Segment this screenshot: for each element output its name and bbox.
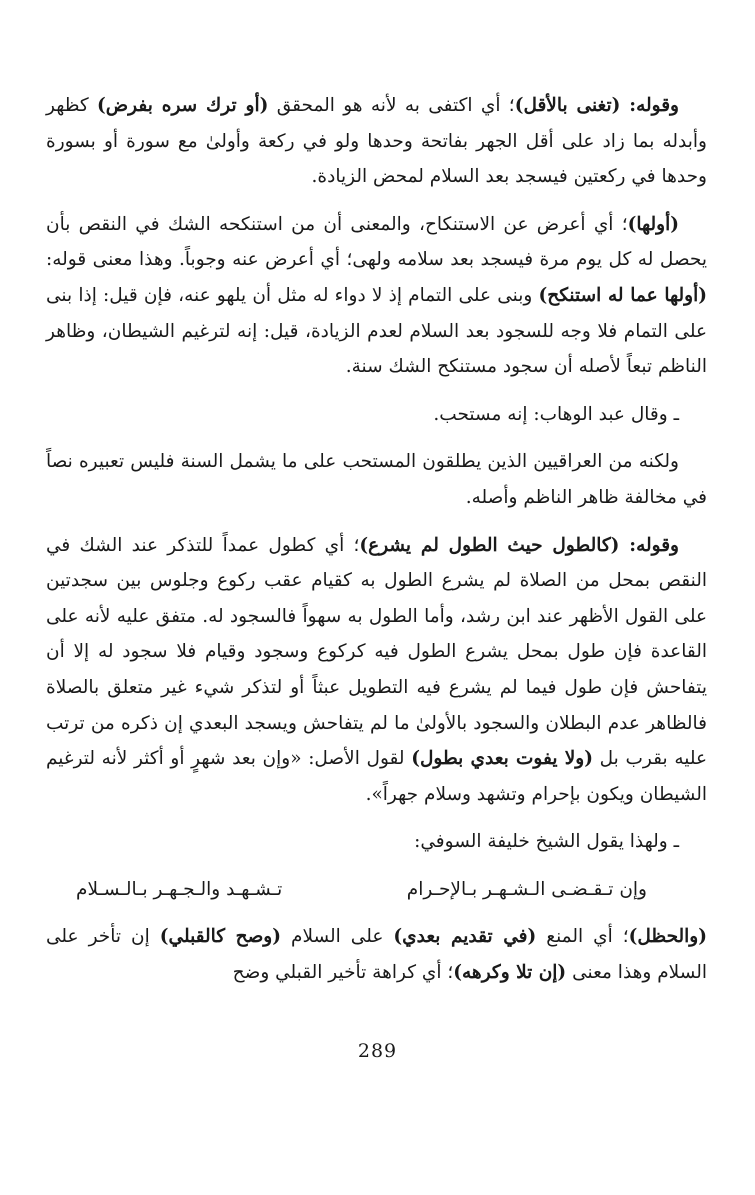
text-run: إن تأخر على السلام وهذا معنى [46, 926, 707, 984]
bold-quote: (كالطول حيث الطول لم يشرع) [359, 534, 620, 556]
text-run: ؛ أي أعرض عن الاستنكاح، والمعنى أن من استنكحه الشك في النقص بأن يحصل له كل يوم مرة فيسجد بعد سلامه ولهى؛ أي أعرض عنه وجوباً. وهذا معنى قوله: [46, 213, 707, 271]
bold-quote: (إن تلا وكرهه) [453, 962, 567, 984]
text-run: ؛ أي كراهة تأخير القبلي وضح [232, 962, 454, 984]
text-run: كظهر وأبدله بما زاد على أقل الجهر بفاتحة وحدها ولو في ركعة وأولىٰ مع سورة أو بسورة وحدها في ركعتين فيسجد بعد السلام لمحض الزيادة. [46, 95, 707, 188]
text-run: ؛ أي المنع [536, 926, 629, 948]
bold-quote: (أولها) [627, 213, 679, 235]
paragraph [46, 919, 707, 990]
paragraph [46, 207, 707, 385]
bold-quote: (والحظل) [628, 926, 707, 948]
paragraph [46, 444, 707, 515]
poem-verse [46, 872, 707, 908]
text-run: ـ وقال عبد الوهاب: إنه مستحب. [433, 403, 679, 425]
text-run: وبنى على التمام إذ لا دواء له مثل أن يلهو عنه، فإن قيل: إذا بنى على التمام فلا وجه للسجود بعد السلام لعدم الزيادة، قيل: إنه لترغيم الشيطان، وظاهر الناظم تبعاً لأصله أن سجود مستنكح الشك سنة. [46, 284, 707, 378]
text-run: ؛ أي كطول عمداً للتذكر عند الشك في النقص بمحل من الصلاة لم يشرع الطول به كقيام عقب ركوع وجلوس بين سجدتين على القول الأظهر عند ابن رشد، وأما الطول به سهواً فالسجود له. متفق عليه لأنه على القاعدة فإن طول بمحل يشرع الطول فيه كركوع وسجود وقيام فلا سجود له إلا أن يتفاحش فإن طول فيما لم يشرع فيه التطويل عبثاً أو لتذكر شيء غير متعلق بالصلاة فالظاهر عدم البطلان والسجود بالأولىٰ ما لم يتفاحش ويسجد البعدي إن ذكره من ترتب عليه بقرب بل [46, 534, 707, 770]
page-content [46, 88, 707, 991]
paragraph [46, 88, 707, 195]
text-run: ـ ولهذا يقول الشيخ خليفة السوفي: [414, 831, 679, 853]
bold-quote: (تغنى بالأقل) [514, 95, 621, 116]
paragraph [46, 397, 707, 433]
text-run: لقول الأصل: «وإن بعد شهرٍ أو أكثر لأنه لترغيم الشيطان ويكون بإحرام وتشهد وسلام جهراً». [46, 748, 707, 805]
page-number: 289 [357, 1040, 398, 1062]
bold-quote: (أو ترك سره بفرض) [97, 95, 269, 116]
text-run: ولكنه من العراقيين الذين يطلقون المستحب على ما يشمل السنة فليس تعبيره نصاً في مخالفة ظاهر الناظم وأصله. [46, 451, 707, 508]
bold-quote: (ولا يفوت بعدي بطول) [411, 748, 593, 770]
bold-quote: (في تقديم بعدي) [393, 926, 537, 948]
bold-quote: (وصح كالقبلي) [159, 926, 281, 948]
poem-hemistich-right: وإن تـقـضـى الـشـهـر بـالإحـرام [406, 878, 647, 900]
paragraph [46, 528, 707, 813]
paragraph [46, 824, 707, 860]
bold-quote: (أولها عما له استنكح) [538, 284, 707, 306]
text-run: على السلام [281, 926, 394, 948]
bold-quote: وقوله: [620, 95, 679, 116]
text-run: ؛ أي اكتفى به لأنه هو المحقق [268, 95, 515, 116]
bold-quote: وقوله: [619, 534, 679, 556]
poem-hemistich-left: تـشـهـد والـجـهـر بـالـسـلام [76, 878, 283, 900]
